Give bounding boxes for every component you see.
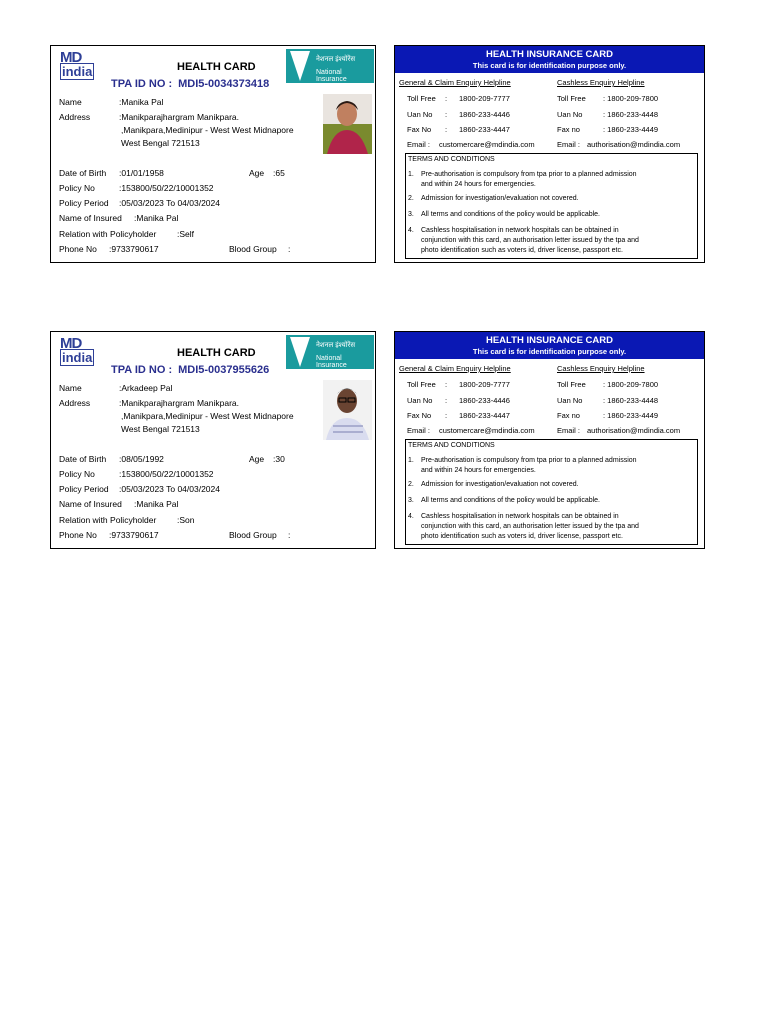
dob-value: :01/01/1958 <box>119 168 164 178</box>
fax-label: Fax no <box>557 125 580 134</box>
insurer-mark-icon <box>290 51 310 81</box>
cashless-helpline-heading: Cashless Enquiry Helpline <box>557 78 645 87</box>
fax-label: Fax No <box>407 411 432 420</box>
toll-free-label: Toll Free <box>557 94 586 103</box>
back-header: HEALTH INSURANCE CARD This card is for identification purpose only. <box>395 332 704 359</box>
policy-period-value: :05/03/2023 To 04/03/2024 <box>119 198 220 208</box>
cashless-fax: : 1860-233-4449 <box>603 411 659 420</box>
term-number: 3. <box>408 497 414 504</box>
policy-no-label: Policy No <box>59 183 95 193</box>
term-text: All terms and conditions of the policy would be applicable. <box>421 211 600 218</box>
term-number: 2. <box>408 195 414 202</box>
term-number: 1. <box>408 457 414 464</box>
policy-period-label: Policy Period <box>59 198 109 208</box>
policy-period-value: :05/03/2023 To 04/03/2024 <box>119 484 220 494</box>
national-insurance-logo: नेशनल इंश्योरेंस National Insurance <box>286 49 374 83</box>
uan-label: Uan No <box>557 396 583 405</box>
term-text: Admission for investigation/evaluation not covered. <box>421 481 579 488</box>
cashless-toll-free: : 1800-209-7800 <box>603 94 659 103</box>
insured-label: Name of Insured <box>59 213 122 223</box>
term-number: 3. <box>408 211 414 218</box>
cashless-fax: : 1860-233-4449 <box>603 125 659 134</box>
phone-value: :9733790617 <box>109 244 159 254</box>
term-number: 4. <box>408 513 414 520</box>
separator: : <box>445 411 448 420</box>
cashless-uan: : 1860-233-4448 <box>603 110 659 119</box>
mdindia-logo: MD india <box>60 49 93 79</box>
separator: : <box>445 380 448 389</box>
terms-heading: TERMS AND CONDITIONS <box>408 156 495 163</box>
phone-label: Phone No <box>59 530 97 540</box>
blood-group-label: Blood Group <box>229 530 277 540</box>
separator: : <box>445 110 448 119</box>
term-text: and within 24 hours for emergencies. <box>421 181 536 188</box>
national-insurance-logo: नेशनल इंश्योरेंस National Insurance <box>286 335 374 369</box>
name-label: Name <box>59 97 82 107</box>
card-title: HEALTH CARD <box>177 61 256 73</box>
phone-value: :9733790617 <box>109 530 159 540</box>
uan-label: Uan No <box>407 396 433 405</box>
toll-free-label: Toll Free <box>407 380 436 389</box>
blood-group-value: : <box>288 244 291 254</box>
email-label: Email : <box>407 140 430 149</box>
email-label: Email : <box>407 426 430 435</box>
insured-value: :Manika Pal <box>134 213 179 223</box>
name-label: Name <box>59 383 82 393</box>
general-email: customercare@mdindia.com <box>439 426 535 435</box>
dob-label: Date of Birth <box>59 454 107 464</box>
separator: : <box>445 396 448 405</box>
address-line: :Manikparajhargram Manikpara. <box>119 398 239 408</box>
relation-value: :Son <box>177 515 195 525</box>
toll-free-label: Toll Free <box>557 380 586 389</box>
general-uan: 1860-233-4446 <box>459 396 510 405</box>
email-label: Email : <box>557 426 580 435</box>
insured-label: Name of Insured <box>59 499 122 509</box>
policy-no-label: Policy No <box>59 469 95 479</box>
address-line: West Bengal 721513 <box>121 424 200 434</box>
relation-value: :Self <box>177 229 195 239</box>
address-label: Address <box>59 398 91 408</box>
general-helpline-heading: General & Claim Enquiry Helpline <box>399 78 511 87</box>
member-photo <box>323 94 372 154</box>
blood-group-value: : <box>288 530 291 540</box>
dob-label: Date of Birth <box>59 168 107 178</box>
term-text: Pre-authorisation is compulsory from tpa prior to a planned admission <box>421 171 637 178</box>
term-text: Admission for investigation/evaluation not covered. <box>421 195 579 202</box>
term-text: Cashless hospitalisation in network hospitals can be obtained in <box>421 513 619 520</box>
terms-box <box>405 153 698 259</box>
tpa-id: TPA ID NO : MDI5-0037955626 <box>111 364 270 376</box>
term-text: photo identification such as voters id, driver license, passport etc. <box>421 533 623 540</box>
separator: : <box>445 94 448 103</box>
term-text: conjunction with this card, an authorisation letter issued by the tpa and <box>421 237 639 244</box>
separator: : <box>445 125 448 134</box>
health-card-back-2 <box>394 331 705 549</box>
health-card-back-1 <box>394 45 705 263</box>
cashless-helpline-heading: Cashless Enquiry Helpline <box>557 364 645 373</box>
relation-label: Relation with Policyholder <box>59 515 157 525</box>
general-fax: 1860-233-4447 <box>459 125 510 134</box>
cashless-toll-free: : 1800-209-7800 <box>603 380 659 389</box>
cashless-uan: : 1860-233-4448 <box>603 396 659 405</box>
name-value: :Manika Pal <box>119 97 164 107</box>
health-card-front-2 <box>50 331 376 549</box>
address-label: Address <box>59 112 91 122</box>
term-text: photo identification such as voters id, driver license, passport etc. <box>421 247 623 254</box>
term-number: 1. <box>408 171 414 178</box>
phone-label: Phone No <box>59 244 97 254</box>
age-value: :65 <box>273 168 285 178</box>
name-value: :Arkadeep Pal <box>119 383 173 393</box>
insurer-mark-icon <box>290 337 310 367</box>
term-text: Pre-authorisation is compulsory from tpa prior to a planned admission <box>421 457 637 464</box>
cashless-email: authorisation@mdindia.com <box>587 426 681 435</box>
email-label: Email : <box>557 140 580 149</box>
age-label: Age <box>249 454 265 464</box>
general-toll-free: 1800-209-7777 <box>459 94 510 103</box>
term-number: 4. <box>408 227 414 234</box>
term-text: and within 24 hours for emergencies. <box>421 467 536 474</box>
address-line: ,Manikpara,Medinipur - West West Midnapore <box>121 125 294 135</box>
fax-label: Fax No <box>407 125 432 134</box>
age-label: Age <box>249 168 265 178</box>
general-helpline-heading: General & Claim Enquiry Helpline <box>399 364 511 373</box>
term-number: 2. <box>408 481 414 488</box>
uan-label: Uan No <box>407 110 433 119</box>
general-toll-free: 1800-209-7777 <box>459 380 510 389</box>
term-text: conjunction with this card, an authorisation letter issued by the tpa and <box>421 523 639 530</box>
address-line: West Bengal 721513 <box>121 138 200 148</box>
relation-label: Relation with Policyholder <box>59 229 157 239</box>
health-card-front-1 <box>50 45 376 263</box>
policy-no-value: :153800/50/22/10001352 <box>119 183 214 193</box>
back-header: HEALTH INSURANCE CARD This card is for identification purpose only. <box>395 46 704 73</box>
policy-no-value: :153800/50/22/10001352 <box>119 469 214 479</box>
terms-box <box>405 439 698 545</box>
blood-group-label: Blood Group <box>229 244 277 254</box>
toll-free-label: Toll Free <box>407 94 436 103</box>
address-line: :Manikparajhargram Manikpara. <box>119 112 239 122</box>
card-title: HEALTH CARD <box>177 347 256 359</box>
fax-label: Fax no <box>557 411 580 420</box>
member-photo <box>323 380 372 440</box>
tpa-id: TPA ID NO : MDI5-0034373418 <box>111 78 270 90</box>
dob-value: :08/05/1992 <box>119 454 164 464</box>
policy-period-label: Policy Period <box>59 484 109 494</box>
term-text: Cashless hospitalisation in network hospitals can be obtained in <box>421 227 619 234</box>
age-value: :30 <box>273 454 285 464</box>
insured-value: :Manika Pal <box>134 499 179 509</box>
general-uan: 1860-233-4446 <box>459 110 510 119</box>
general-fax: 1860-233-4447 <box>459 411 510 420</box>
term-text: All terms and conditions of the policy would be applicable. <box>421 497 600 504</box>
mdindia-logo: MD india <box>60 335 93 365</box>
terms-heading: TERMS AND CONDITIONS <box>408 442 495 449</box>
general-email: customercare@mdindia.com <box>439 140 535 149</box>
address-line: ,Manikpara,Medinipur - West West Midnapore <box>121 411 294 421</box>
cashless-email: authorisation@mdindia.com <box>587 140 681 149</box>
uan-label: Uan No <box>557 110 583 119</box>
